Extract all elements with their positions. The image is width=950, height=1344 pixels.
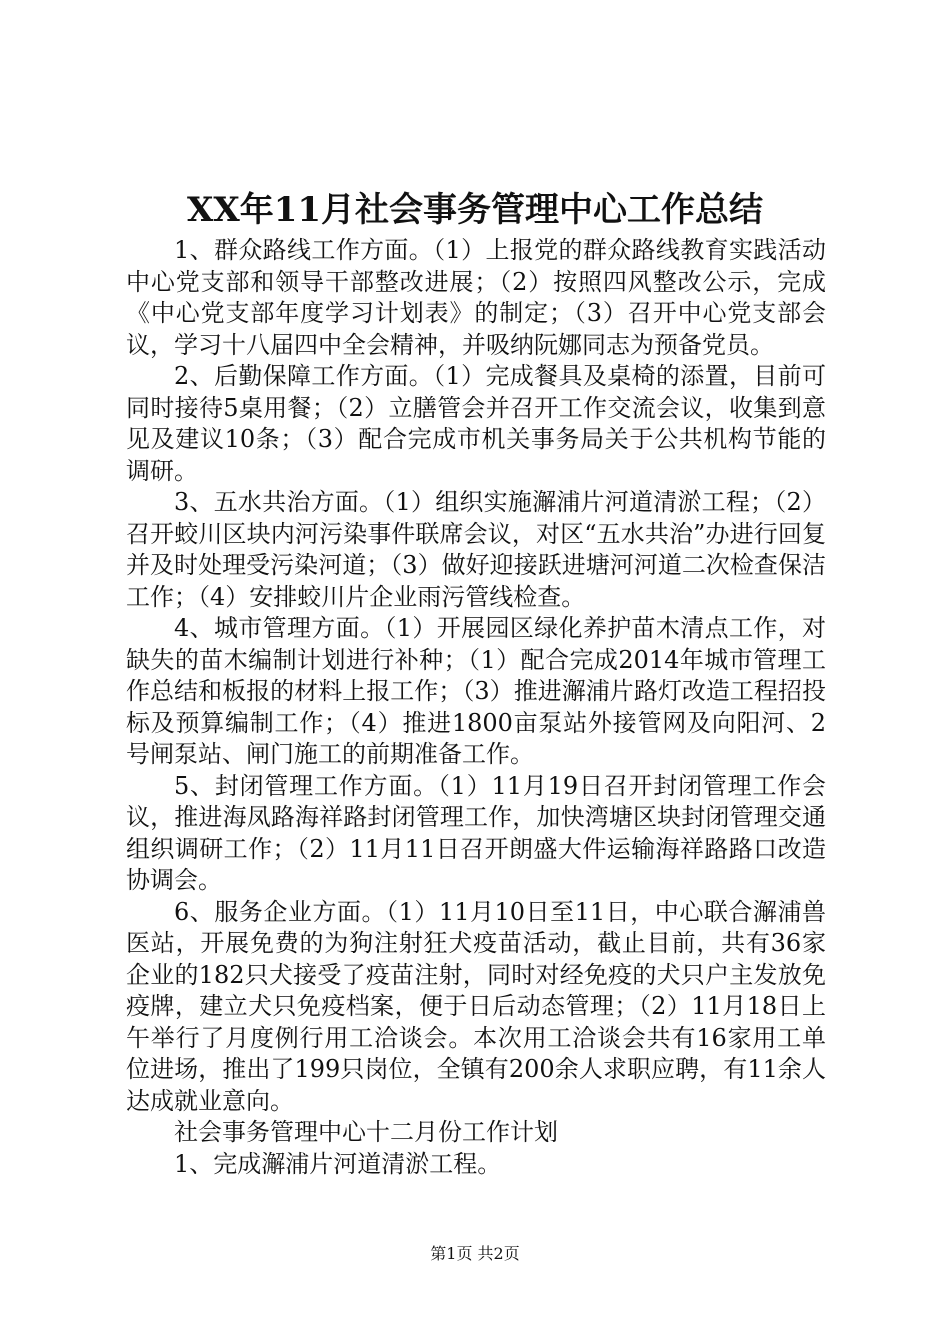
paragraph-5: 5、封闭管理工作方面。（1）11月19日召开封闭管理工作会议，推进海凤路海祥路封闭管理工作，加快湾塘区块封闭管理交通组织调研工作；（2）11月11日召开朗盛大件运输海祥路路口改造协调会。 (126, 771, 826, 894)
plan-item-1: 1、完成澥浦片河道清淤工程。 (174, 1149, 502, 1178)
paragraph-3: 3、五水共治方面。（1）组织实施澥浦片河道清淤工程；（2）召开蛟川区块内河污染事件联席会议，对区“五水共治”办进行回复并及时处理受污染河道；（3）做好迎接跃进塘河河道二次检查保洁工作；（4）安排蛟川片企业雨污管线检查。 (126, 488, 826, 611)
paragraph-2: 2、后勤保障工作方面。（1）完成餐具及桌椅的添置，目前可同时接待5桌用餐；（2）立膳管会并召开工作交流会议，收集到意见及建议10条；（3）配合完成市机关事务局关于公共机构节能的调研。 (126, 362, 826, 485)
page-number-footer: 第1页 共2页 (430, 1244, 520, 1263)
paragraph-6: 6、服务企业方面。（1）11月10日至11日，中心联合澥浦兽医站，开展免费的为狗注射狂犬疫苗活动，截止目前，共有36家企业的182只犬接受了疫苗注射，同时对经免疫的犬只户主发放免疫牌，建立犬只免疫档案，便于日后动态管理；（2）11月18日上午举行了月度例行用工洽谈会。本次用工洽谈会共有16家用工单位进场，推出了199只岗位，全镇有200余人求职应聘，有11余人达成就业意向。 (126, 897, 826, 1115)
document-body (126, 235, 826, 1180)
paragraph-4: 4、城市管理方面。（1）开展园区绿化养护苗木清点工作，对缺失的苗木编制计划进行补种；（1）配合完成2014年城市管理工作总结和板报的材料上报工作；（3）推进澥浦片路灯改造工程招投标及预算编制工作；（4）推进1800亩泵站外接管网及向阳河、2号闸泵站、闸门施工的前期准备工作。 (126, 614, 826, 768)
paragraph-1: 1、群众路线工作方面。（1）上报党的群众路线教育实践活动中心党支部和领导干部整改进展；（2）按照四风整改公示，完成《中心党支部年度学习计划表》的制定；（3）召开中心党支部会议，学习十八届四中全会精神，并吸纳阮娜同志为预备党员。 (126, 236, 826, 359)
plan-heading: 社会事务管理中心十二月份工作计划 (174, 1118, 558, 1146)
document-title: XX年11月社会事务管理中心工作总结 (186, 190, 764, 230)
